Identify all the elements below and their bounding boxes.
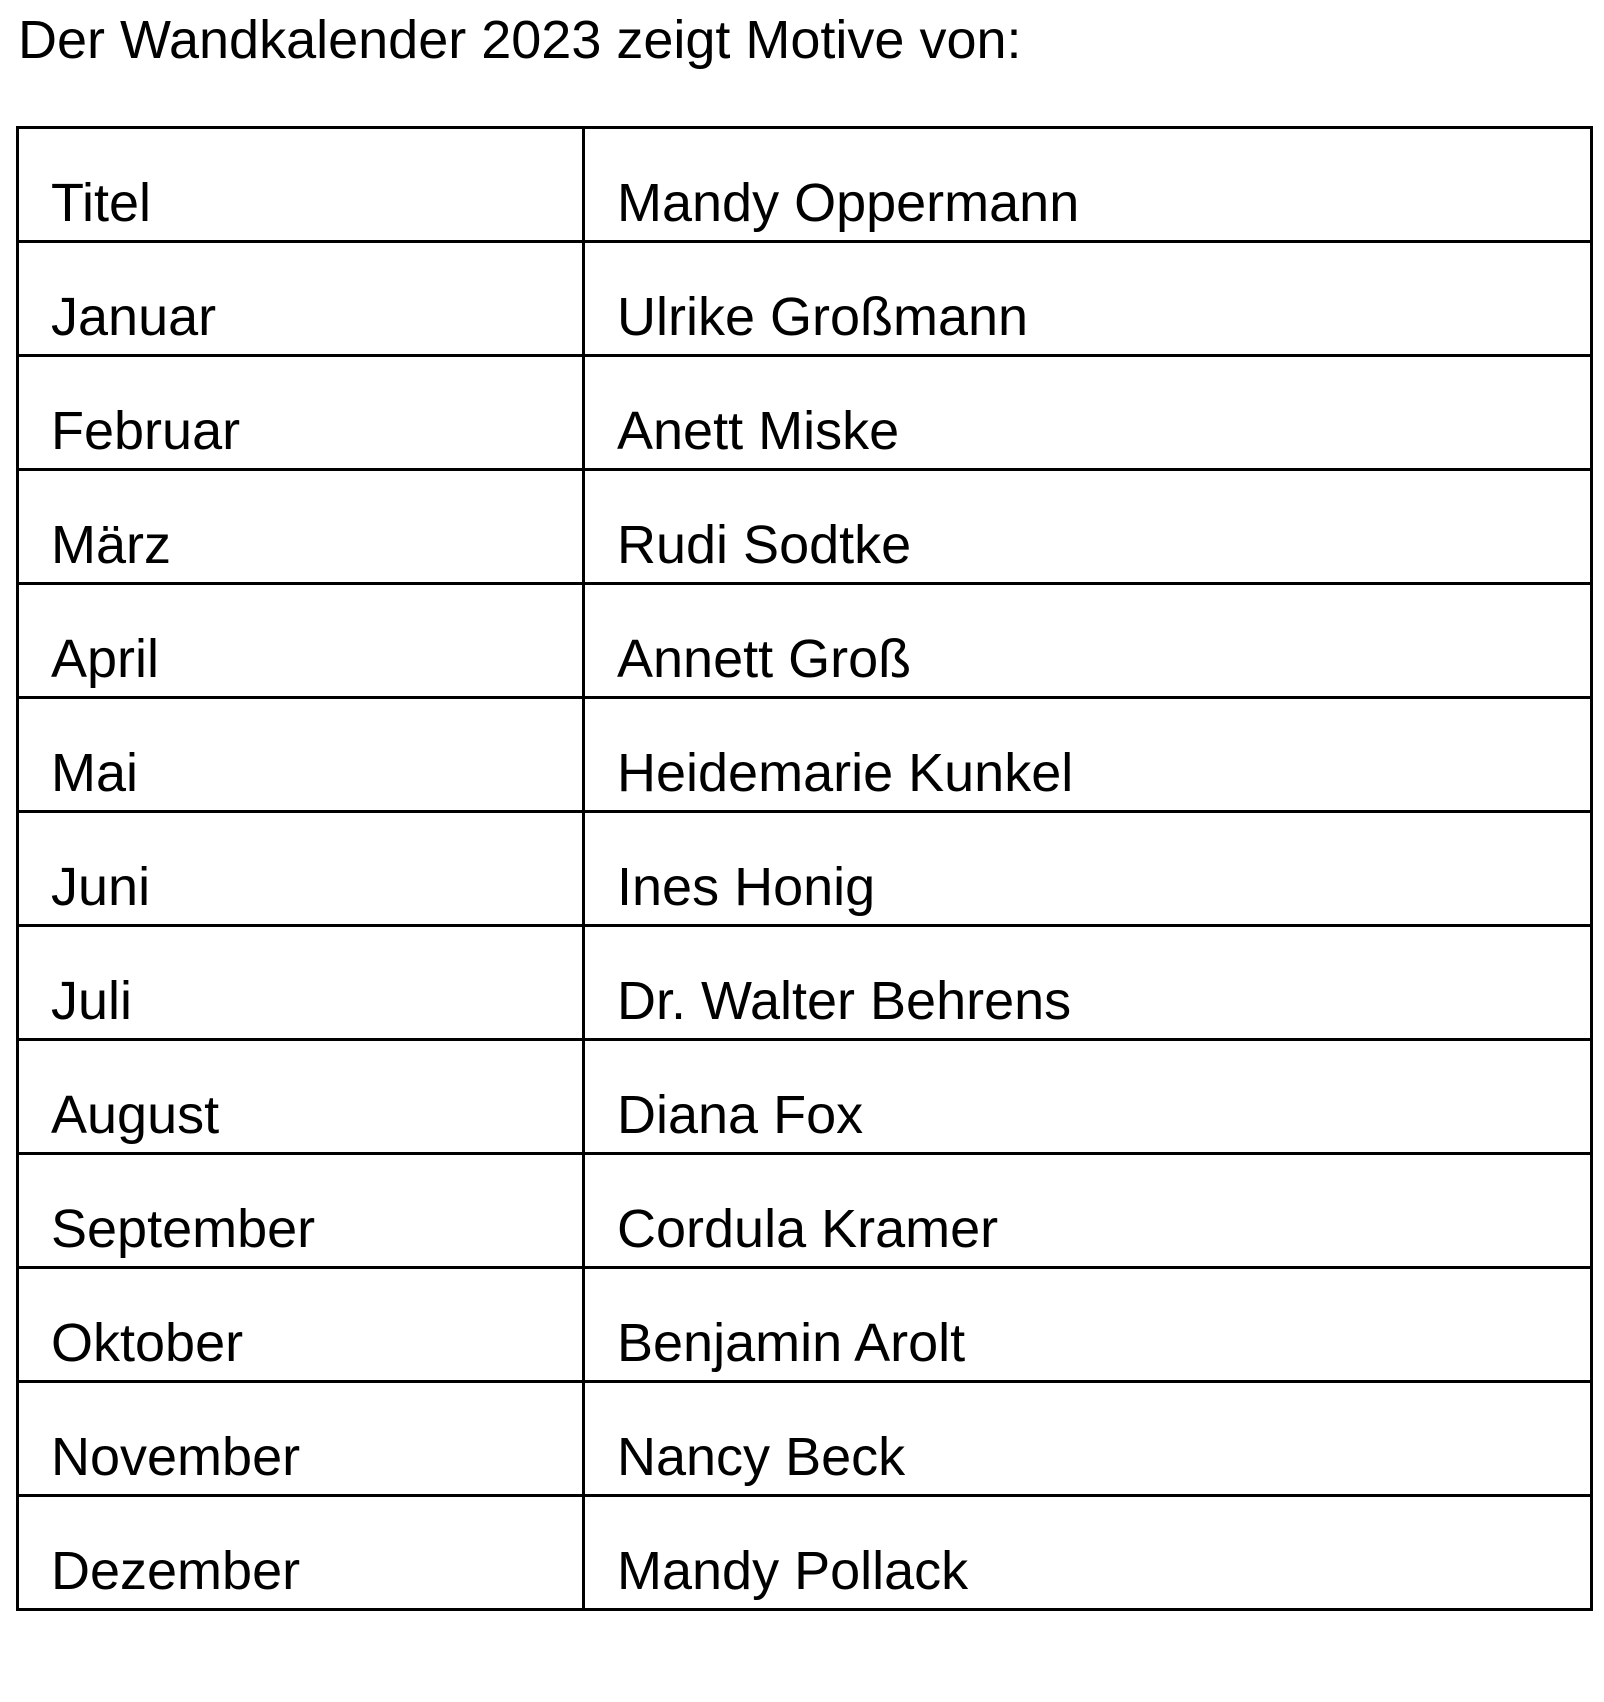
table-row xyxy=(18,698,1592,812)
artist-cell: Ulrike Großmann xyxy=(584,242,1592,356)
artist-cell: Anett Miske xyxy=(584,356,1592,470)
table-row xyxy=(18,812,1592,926)
table-row xyxy=(18,356,1592,470)
month-cell: April xyxy=(18,584,584,698)
table-row xyxy=(18,470,1592,584)
month-cell: März xyxy=(18,470,584,584)
month-cell: Oktober xyxy=(18,1268,584,1382)
month-cell: Mai xyxy=(18,698,584,812)
document-heading: Der Wandkalender 2023 zeigt Motive von: xyxy=(18,10,1022,70)
table-row xyxy=(18,1040,1592,1154)
artist-cell: Dr. Walter Behrens xyxy=(584,926,1592,1040)
month-cell: September xyxy=(18,1154,584,1268)
table-row xyxy=(18,1382,1592,1496)
table-row xyxy=(18,1268,1592,1382)
artist-cell: Nancy Beck xyxy=(584,1382,1592,1496)
artist-cell: Mandy Pollack xyxy=(584,1496,1592,1610)
month-cell: November xyxy=(18,1382,584,1496)
month-cell: Juli xyxy=(18,926,584,1040)
month-cell: Dezember xyxy=(18,1496,584,1610)
artist-cell: Diana Fox xyxy=(584,1040,1592,1154)
table-row xyxy=(18,1496,1592,1610)
month-cell: Februar xyxy=(18,356,584,470)
table-row xyxy=(18,1154,1592,1268)
table-row xyxy=(18,128,1592,242)
month-cell: Juni xyxy=(18,812,584,926)
table-row xyxy=(18,584,1592,698)
month-cell: Januar xyxy=(18,242,584,356)
table-row xyxy=(18,242,1592,356)
table-row xyxy=(18,926,1592,1040)
artist-cell: Heidemarie Kunkel xyxy=(584,698,1592,812)
artist-cell: Cordula Kramer xyxy=(584,1154,1592,1268)
artist-cell: Rudi Sodtke xyxy=(584,470,1592,584)
artist-cell: Benjamin Arolt xyxy=(584,1268,1592,1382)
artist-cell: Mandy Oppermann xyxy=(584,128,1592,242)
month-cell: August xyxy=(18,1040,584,1154)
month-cell: Titel xyxy=(18,128,584,242)
artist-cell: Annett Groß xyxy=(584,584,1592,698)
artist-cell: Ines Honig xyxy=(584,812,1592,926)
calendar-table xyxy=(16,126,1593,1611)
